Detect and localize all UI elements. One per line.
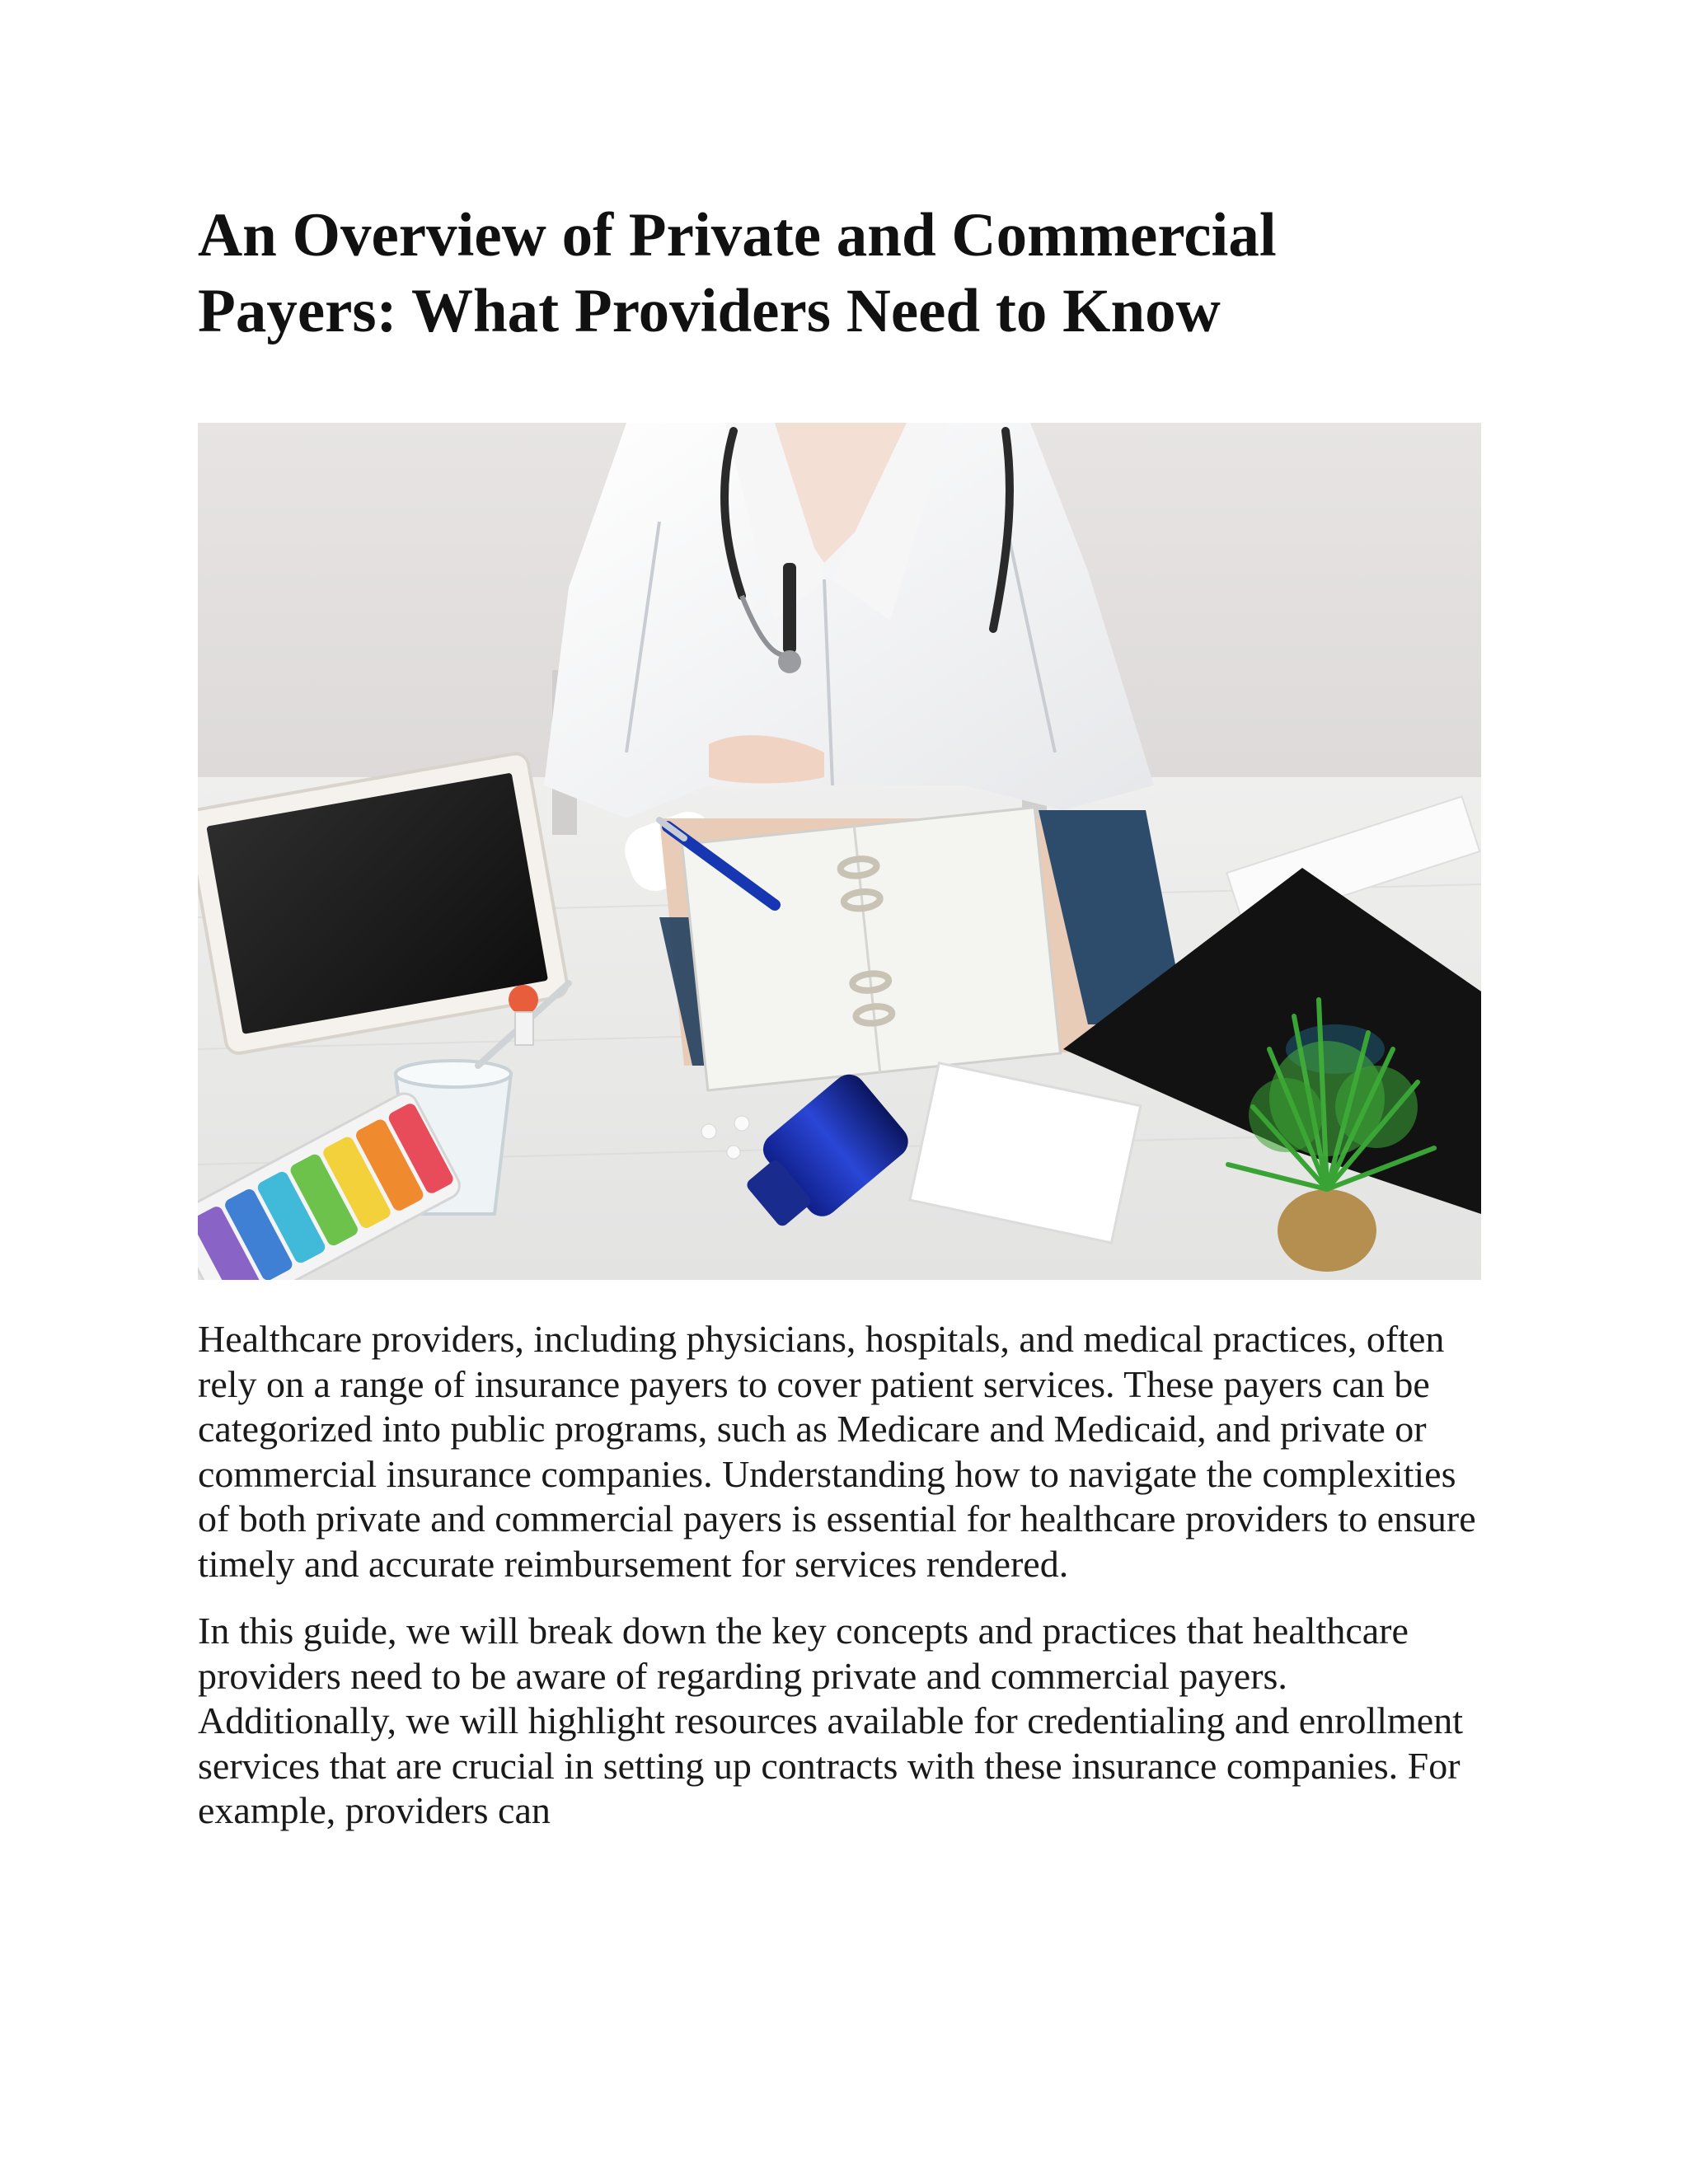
article-body (198, 1317, 1492, 1856)
paragraph-intro: Healthcare providers, including physicians, hospitals, and medical practices, often rely on a range of insurance payers to cover patient services. These payers can be categorized into public programs, such as Medicare and Medicaid, and private or commercial insurance companies. Understanding how to navigate the complexities of both private and commercial payers is essential for healthcare providers to ensure timely and accurate reimbursement for services rendered. (198, 1318, 1476, 1585)
doctor-desk-illustration (198, 423, 1481, 1280)
paragraph-guide: In this guide, we will break down the key concepts and practices that healthcare providers need to be aware of regarding private and commercial payers. Additionally, we will highlight resources available for credentialing and enrollment services that are crucial in setting up contracts with these insurance companies. For example, providers can (198, 1610, 1464, 1831)
hero-image (198, 423, 1481, 1280)
article-title: An Overview of Private and Commercial Payers: What Providers Need to Know (198, 201, 1277, 345)
